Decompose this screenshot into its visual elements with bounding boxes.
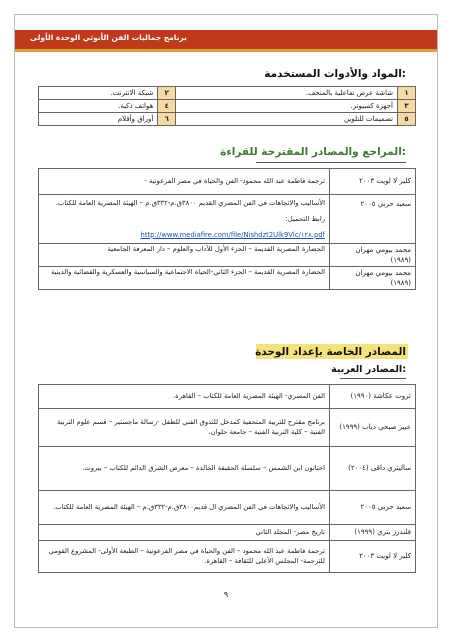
ref-author: محمد بيومي مهران (١٩٨٩) <box>330 243 416 266</box>
refs-table <box>38 168 416 290</box>
ref-title: الحضارة المصرية القديمة – الجزء الأول للآداب والعلوم – دار المعرفة الجامعية <box>39 243 330 266</box>
tools-item: تصميمات للتلوين <box>176 113 398 126</box>
tools-item: شاشة عرض تفاعلية بالمتحف. <box>176 87 398 100</box>
sources-subheading: المصادر العربية: <box>331 364 406 375</box>
tools-table <box>38 86 416 126</box>
source-author: فلندرز بتري (١٩٩٩) <box>330 525 416 541</box>
ref-title: الأساليب والاتجاهات في الفن المصري القديم ٣٨٠٠ق.م-٣٣٢ق.م – الهيئة المصرية العامة للكتاب. <box>55 199 325 207</box>
source-title: الأساليب والاتجاهات في الفن المصري ال قديم٣٨٠٠ق.م-٣٣٢ق.م – الهيئة المصرية العامة للكتاب. <box>39 491 330 525</box>
header-title: برنامج جماليات الفن الأنوثي الوحدة الأولى <box>30 33 187 42</box>
refs-heading: المراجع والمصادر المقترحة للقراءة: <box>220 146 406 158</box>
tools-item: هواتف ذكية. <box>39 100 158 113</box>
page-number: ٩ <box>223 590 229 599</box>
tools-num: ٦ <box>158 113 176 126</box>
ref-title: الحضارة المصرية القديمة – الجزء الثاني-الحياة الاجتماعية والسياسية والعسكرية والقضائية والدينية <box>39 266 330 289</box>
sources-heading: المصادر الخاصة بإعداد الوحدة <box>255 346 406 358</box>
table-row <box>39 87 416 100</box>
ref-title: ترجمة فاطمة عبد الله محمود- الفن والحياة في مصر الفرعونية - <box>39 169 330 195</box>
link-label: رابط التحميل: <box>285 214 325 223</box>
source-author: سعيد حربي ٢٠٠٥ <box>330 491 416 525</box>
tools-num: ٤ <box>158 100 176 113</box>
source-author: ثروت عكاشة (١٩٩٠) <box>330 385 416 409</box>
tools-num: ٥ <box>398 113 416 126</box>
table-row <box>39 541 416 573</box>
sources-table <box>38 384 416 573</box>
table-row <box>39 100 416 113</box>
table-row <box>39 113 416 126</box>
table-row <box>39 409 416 447</box>
sources-subheading-underline <box>340 378 406 379</box>
source-author: كلير لا لويت ٢٠٠٣ <box>330 541 416 573</box>
tools-item: أوراق وأقلام <box>39 113 158 126</box>
table-row <box>39 385 416 409</box>
table-row <box>39 491 416 525</box>
source-author: ساليتري داقى (٢٠٠٤) <box>330 447 416 491</box>
ref-cell <box>39 195 330 244</box>
source-title: الفن المصري- الهيئة المصرية العامة للكتاب – القاهرة. <box>39 385 330 409</box>
table-row <box>39 243 416 266</box>
source-title: ترجمة فاطمة عبد الله محمود – الفن والحياة في مصر الفرعونية – الطبعة الأولى- المشروع القومي للترجمة- المجلس الأعلى للثقافة – القاهرة. <box>39 541 330 573</box>
table-row <box>39 169 416 195</box>
source-title: تاريخ مصر- المجلد الثاني <box>39 525 330 541</box>
ref-author: محمد بيومي مهران (١٩٨٩) <box>330 266 416 289</box>
tools-heading: المواد والأدوات المستخدمة: <box>264 68 406 80</box>
source-title: اخناتون ابن الشمس – سلسلة الحقيقة الخالدة – معرض الشرق الدائم للكتاب – بيروت. <box>39 447 330 491</box>
table-row <box>39 525 416 541</box>
refs-underline <box>256 162 406 163</box>
tools-num: ٣ <box>398 100 416 113</box>
tools-item: أجهزة كمبيوتر. <box>176 100 398 113</box>
table-row <box>39 195 416 244</box>
source-title: برنامج مقترح للتربية المتحفية كمدخل للتذوق الفني للطفل -رسالة ماجستير – قسم علوم التربية الفنية – كلية التربية الفنية – جامعة حلوان. <box>39 409 330 447</box>
ref-author: سعيد حربي ٢٠٠٥ <box>330 195 416 244</box>
table-row <box>39 266 416 289</box>
table-row <box>39 447 416 491</box>
tools-num: ٢ <box>158 87 176 100</box>
tools-num: ١ <box>398 87 416 100</box>
download-link[interactable]: http://www.mediafire.com/file/Nishdzt2Ulk9Vlc/١٢٨.pdf <box>140 230 325 239</box>
tools-item: شبكة الانترنت. <box>39 87 158 100</box>
source-author: عبير صبحي دياب (١٩٩٩) <box>330 409 416 447</box>
ref-author: كلير لا لويت ٢٠٠٣ <box>330 169 416 195</box>
